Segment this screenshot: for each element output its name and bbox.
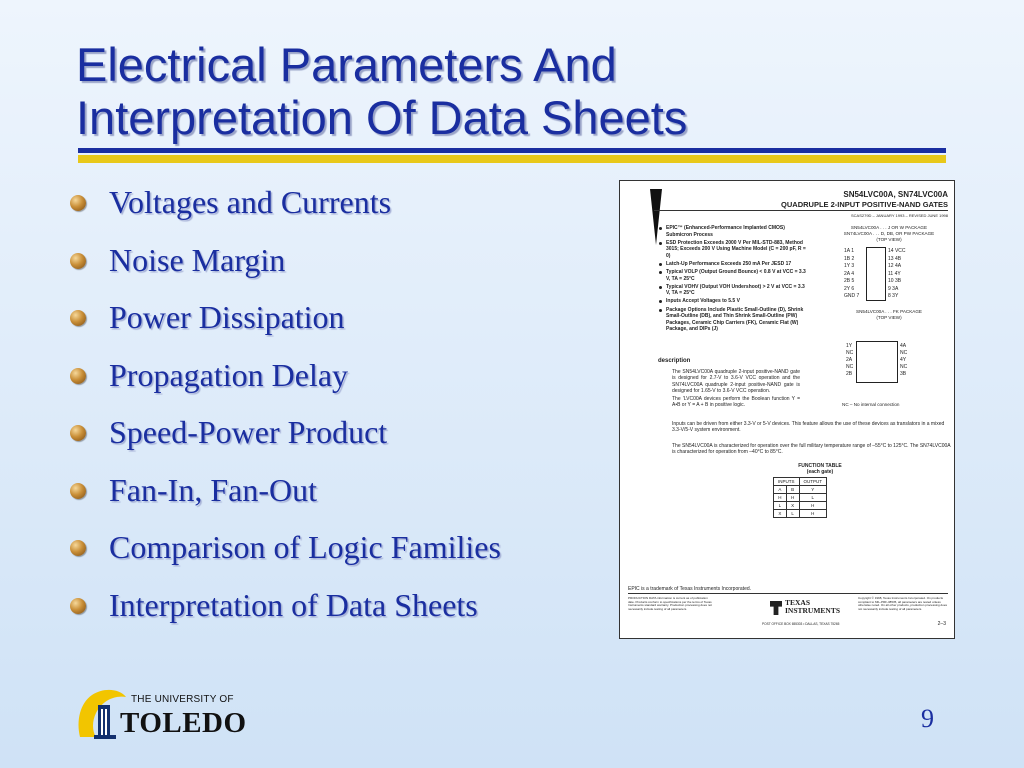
fk-pin-right: 4A: [900, 343, 907, 349]
fk-pin-right: 3B: [900, 371, 907, 377]
table-row: L X H: [774, 502, 827, 510]
package-line: SN54LVC00A . . . FK PACKAGE: [856, 309, 922, 314]
pin-right: 14 VCC: [888, 248, 906, 254]
package-fk-label: [828, 309, 950, 321]
package-line: SN74LVC00A . . . D, DB, OR PW PACKAGE: [843, 231, 935, 236]
bullet-text: Fan-In, Fan-Out: [109, 471, 317, 508]
feature-item: Typical VOLP (Output Ground Bounce) < 0.8 V at VCC = 3.3 V, TA = 25°C: [658, 269, 808, 282]
bullet-text: Comparison of Logic Families: [109, 529, 501, 565]
feature-item: Inputs Accept Voltages to 5.5 V: [658, 298, 808, 305]
bullet-list: [70, 183, 501, 643]
bullet-text: Voltages and Currents: [109, 184, 392, 220]
fk-pin-right: 4Y: [900, 357, 907, 363]
fk-pin-left: NC: [846, 350, 854, 356]
ti-state-icon: [770, 601, 782, 615]
package-dip-label: [828, 225, 950, 243]
pin-right: 11 4Y: [888, 270, 901, 277]
bullet-text: Propagation Delay: [109, 356, 349, 393]
nc-note: NC – No internal connection: [842, 402, 900, 407]
slide-title: [76, 38, 936, 144]
description-heading: description: [658, 358, 691, 364]
bullet-dot-icon: [70, 483, 86, 499]
feature-item: ESD Protection Exceeds 2000 V Per MIL-STD-883, Method 3015; Exceeds 200 V Using Machine Model (C = 200 pF, R = 0): [658, 240, 808, 260]
fk-pin-right: NC: [900, 364, 908, 370]
function-table-heading: FUNCTION TABLE: [798, 463, 842, 469]
pin-left: 2Y 6: [844, 285, 855, 292]
table-header: OUTPUT: [799, 478, 827, 486]
bullet-text: Noise Margin: [109, 241, 286, 278]
feature-item: Latch-Up Performance Exceeds 250 mA Per JESD 17: [658, 261, 808, 268]
bullet-dot-icon: [70, 253, 86, 269]
datasheet-page-number: 2–3: [937, 621, 946, 627]
page-number: 9: [921, 704, 934, 733]
pin-right: 13 4B: [888, 255, 902, 262]
package-line: (TOP VIEW): [876, 315, 902, 320]
ti-logo-line: INSTRUMENTS: [785, 606, 841, 615]
pin-left: 2B 5: [844, 278, 855, 284]
package-line: (TOP VIEW): [876, 237, 902, 242]
ti-logo-line: TEXAS: [785, 598, 811, 607]
bullet-item: [70, 356, 501, 414]
datasheet-image: [619, 180, 955, 639]
bullet-item: [70, 298, 501, 356]
title-rule-blue: [78, 148, 946, 153]
title-line-1: Electrical Parameters And: [76, 38, 617, 91]
bullet-item: [70, 528, 501, 586]
feature-item: Package Options Include Plastic Small-Outline (D), Shrink Small-Outline (DB), and Thin Shrink Small-Outline (PW) Packages, Ceramic Chip Carriers (FK), Ceramic Flat (W) Package, and DIPs (J): [658, 307, 808, 333]
fk-pin-left: 2B: [846, 371, 853, 377]
function-table: [773, 477, 827, 518]
pin-right: 12 4A: [888, 263, 902, 269]
bullet-dot-icon: [70, 540, 86, 556]
ti-logo-text: [785, 599, 840, 615]
fk-pin-left: NC: [846, 364, 854, 370]
datasheet-features: [658, 225, 808, 334]
table-row: X L H: [774, 510, 827, 518]
function-table-title: [760, 463, 880, 475]
pin-left: 1A 1: [844, 248, 855, 254]
description-text: [672, 369, 800, 409]
logo-university-text: THE UNIVERSITY OF: [131, 694, 234, 705]
pin-left: GND 7: [844, 293, 860, 299]
bullet-dot-icon: [70, 425, 86, 441]
title-rule-gold: [78, 155, 946, 163]
pin-left: 1B 2: [844, 255, 855, 262]
table-row: H H L: [774, 494, 827, 502]
table-header: A: [774, 486, 787, 494]
datasheet-footer-divider: [628, 593, 948, 594]
datasheet-revision: SCAS279D – JANUARY 1993 – REVISED JUNE 1998: [850, 213, 948, 218]
description-paragraph: Inputs can be driven from either 3.3-V or 5-V devices. This feature allows the use of these devices as translators in a mixed 3.3-V/5-V system environment.: [672, 421, 945, 434]
bullet-dot-icon: [70, 310, 86, 326]
bullet-dot-icon: [70, 368, 86, 384]
datasheet-divider: [654, 210, 948, 211]
package-line: SN54LVC00A . . . J OR W PACKAGE: [850, 225, 928, 230]
function-table-subheading: (each gate): [806, 469, 834, 475]
dip-chip-outline: [866, 247, 886, 301]
university-of-toledo-logo: [74, 686, 247, 742]
pin-left: 1Y 3: [844, 263, 855, 269]
fk-pin-left: 1Y: [846, 343, 853, 349]
description-paragraph: The SN54LVC00A quadruple 2-input positive-NAND gate is designed for 2.7-V to 3.6-V VCC operation and the SN74LVC00A quadruple 2-input positive-NAND gate is designed for 1.65-V to 3.6-V VCC operation.: [672, 369, 800, 394]
bullet-text: Speed-Power Product: [109, 414, 388, 450]
description-paragraph: The SN54LVC00A is characterized for operation over the full military temperature range of –55°C to 125°C. The SN74LVC00A is characterized for operation from –40°C to 85°C.: [672, 443, 951, 456]
datasheet-device-title: QUADRUPLE 2-INPUT POSITIVE-NAND GATES: [781, 200, 948, 209]
bullet-item: [70, 183, 501, 241]
epic-trademark-note: EPIC is a trademark of Texas Instruments Incorporated.: [628, 586, 752, 592]
pin-right: 9 3A: [888, 285, 899, 292]
bullet-dot-icon: [70, 195, 86, 211]
table-header: INPUTS: [774, 478, 800, 486]
title-line-2: Interpretation Of Data Sheets: [76, 91, 688, 144]
texas-instruments-logo: [770, 598, 841, 619]
bullet-item: [70, 586, 501, 644]
feature-item: Typical VOHV (Output VOH Undershoot) > 2 V at VCC = 3.3 V, TA = 25°C: [658, 284, 808, 297]
pin-left: 2A 4: [844, 270, 855, 277]
ti-address: POST OFFICE BOX 655303 • DALLAS, TEXAS 75265: [762, 622, 840, 626]
table-header: B: [786, 486, 799, 494]
fk-pin-left: 2A: [846, 357, 853, 363]
bullet-item: [70, 241, 501, 299]
bullet-text: Interpretation of Data Sheets: [109, 586, 478, 623]
copyright-note: Copyright © 1998, Texas Instruments Incorporated. On products compliant to MIL-PRF-38535, all parameters are tested unless otherwise noted. On all other products, production processing does not necessarily include testing of all parameters.: [858, 596, 948, 611]
feature-item: EPIC™ (Enhanced-Performance Implanted CMOS) Submicron Process: [658, 225, 808, 238]
pin-right: 8 3Y: [888, 293, 899, 299]
bullet-dot-icon: [70, 598, 86, 614]
table-header: Y: [799, 486, 827, 494]
fk-pin-right: NC: [900, 350, 908, 356]
description-paragraph: The 'LVC00A devices perform the Boolean function Y = A•B or Y = A + B in positive logic.: [672, 396, 800, 409]
pin-right: 10 3B: [888, 278, 902, 284]
production-data-note: PRODUCTION DATA information is current as of publication date. Products conform to specifications per the terms of Texas Instruments standard warranty. Production processing does not necessarily include testing of all parameters.: [628, 596, 712, 611]
fk-chip-outline: [856, 341, 898, 383]
bullet-item: [70, 471, 501, 529]
logo-name-text: TOLEDO: [120, 707, 247, 739]
datasheet-part-numbers: SN54LVC00A, SN74LVC00A: [843, 190, 948, 199]
bullet-item: [70, 413, 501, 471]
bullet-text: Power Dissipation: [109, 299, 345, 335]
